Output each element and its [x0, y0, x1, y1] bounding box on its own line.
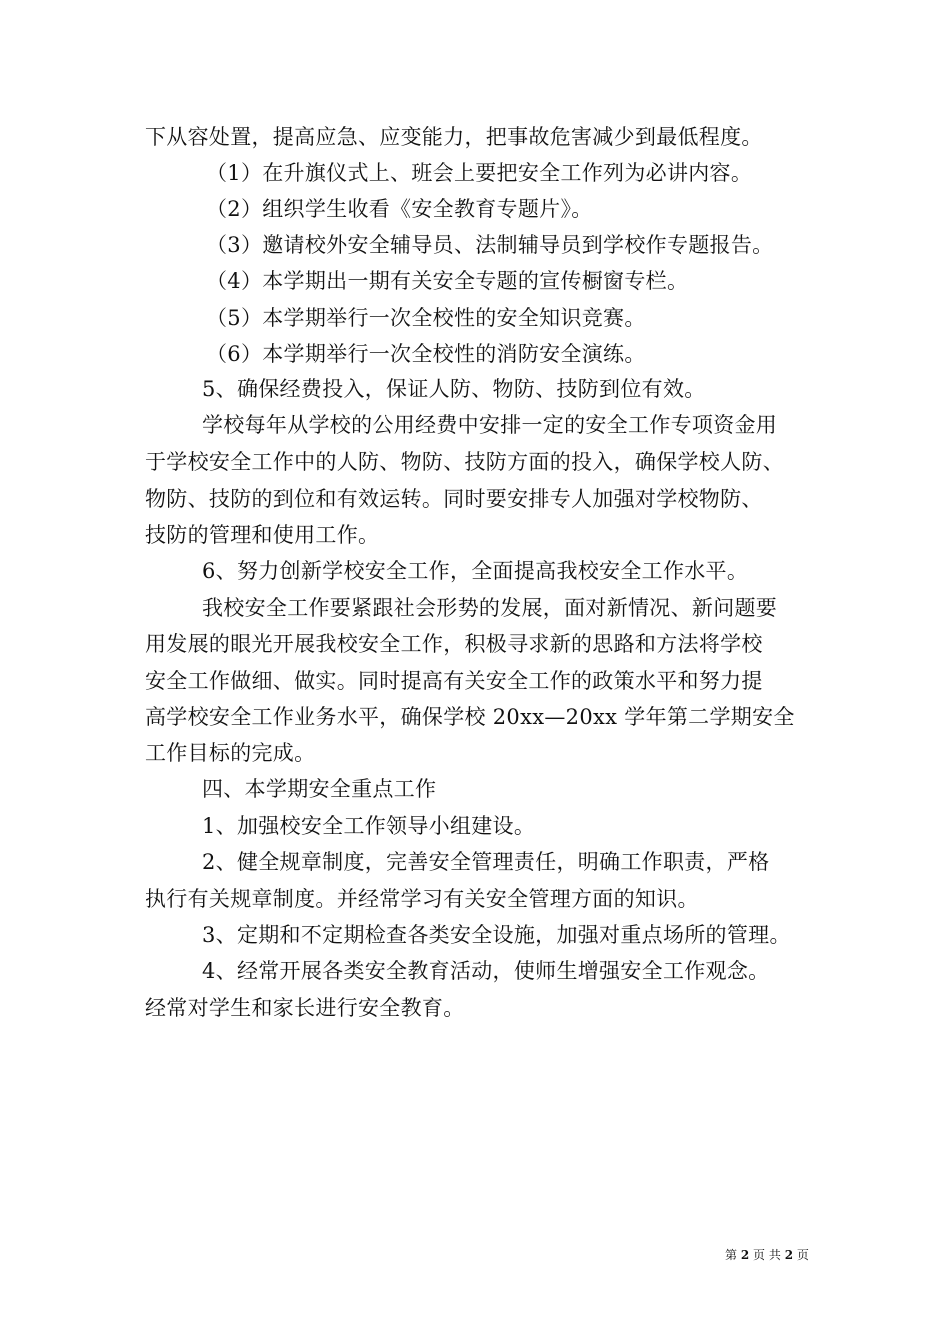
total-pages-number: 2 [784, 1248, 794, 1262]
list-item: （2）组织学生收看《安全教育专题片》。 [206, 197, 593, 221]
list-item: （3）邀请校外安全辅导员、法制辅导员到学校作专题报告。 [206, 233, 774, 257]
section-heading: 5、确保经费投入，保证人防、物防、技防到位有效。 [202, 377, 706, 401]
list-item: 1、加强校安全工作领导小组建设。 [202, 814, 536, 838]
text-line: 下从容处置，提高应急、应变能力，把事故危害减少到最低程度。 [145, 125, 763, 149]
footer-prefix: 第 [725, 1248, 738, 1262]
footer-suffix: 页 [796, 1248, 809, 1262]
text-line: 高学校安全工作业务水平，确保学校 20xx—20xx 学年第二学期安全 [145, 705, 795, 729]
list-item: 4、经常开展各类安全教育活动，使师生增强安全工作观念。 [202, 959, 770, 983]
text-line: 技防的管理和使用工作。 [145, 523, 380, 547]
list-item: （1）在升旗仪式上、班会上要把安全工作列为必讲内容。 [206, 161, 753, 185]
footer-middle: 页 共 [753, 1248, 781, 1262]
list-item: （4）本学期出一期有关安全专题的宣传橱窗专栏。 [206, 269, 689, 293]
text-line: 用发展的眼光开展我校安全工作，积极寻求新的思路和方法将学校 [145, 632, 763, 656]
list-item: 2、健全规章制度，完善安全管理责任，明确工作职责，严格 [202, 850, 770, 874]
text-line: 执行有关规章制度。并经常学习有关安全管理方面的知识。 [145, 887, 699, 911]
section-heading: 四、本学期安全重点工作 [202, 777, 437, 801]
text-line: 安全工作做细、做实。同时提高有关安全工作的政策水平和努力提 [145, 669, 763, 693]
section-heading: 6、努力创新学校安全工作，全面提高我校安全工作水平。 [202, 559, 749, 583]
text-line: 物防、技防的到位和有效运转。同时要安排专人加强对学校物防、 [145, 487, 763, 511]
list-item: 3、定期和不定期检查各类安全设施，加强对重点场所的管理。 [202, 923, 791, 947]
list-item: （6）本学期举行一次全校性的消防安全演练。 [206, 342, 646, 366]
text-line: 学校每年从学校的公用经费中安排一定的安全工作专项资金用 [202, 413, 778, 437]
current-page-number: 2 [740, 1248, 750, 1262]
text-line: 经常对学生和家长进行安全教育。 [145, 996, 465, 1020]
text-line: 于学校安全工作中的人防、物防、技防方面的投入，确保学校人防、 [145, 450, 784, 474]
list-item: （5）本学期举行一次全校性的安全知识竞赛。 [206, 306, 646, 330]
text-line: 工作目标的完成。 [145, 741, 316, 765]
page-number-footer [725, 1247, 809, 1263]
text-line: 我校安全工作要紧跟社会形势的发展，面对新情况、新问题要 [202, 596, 778, 620]
